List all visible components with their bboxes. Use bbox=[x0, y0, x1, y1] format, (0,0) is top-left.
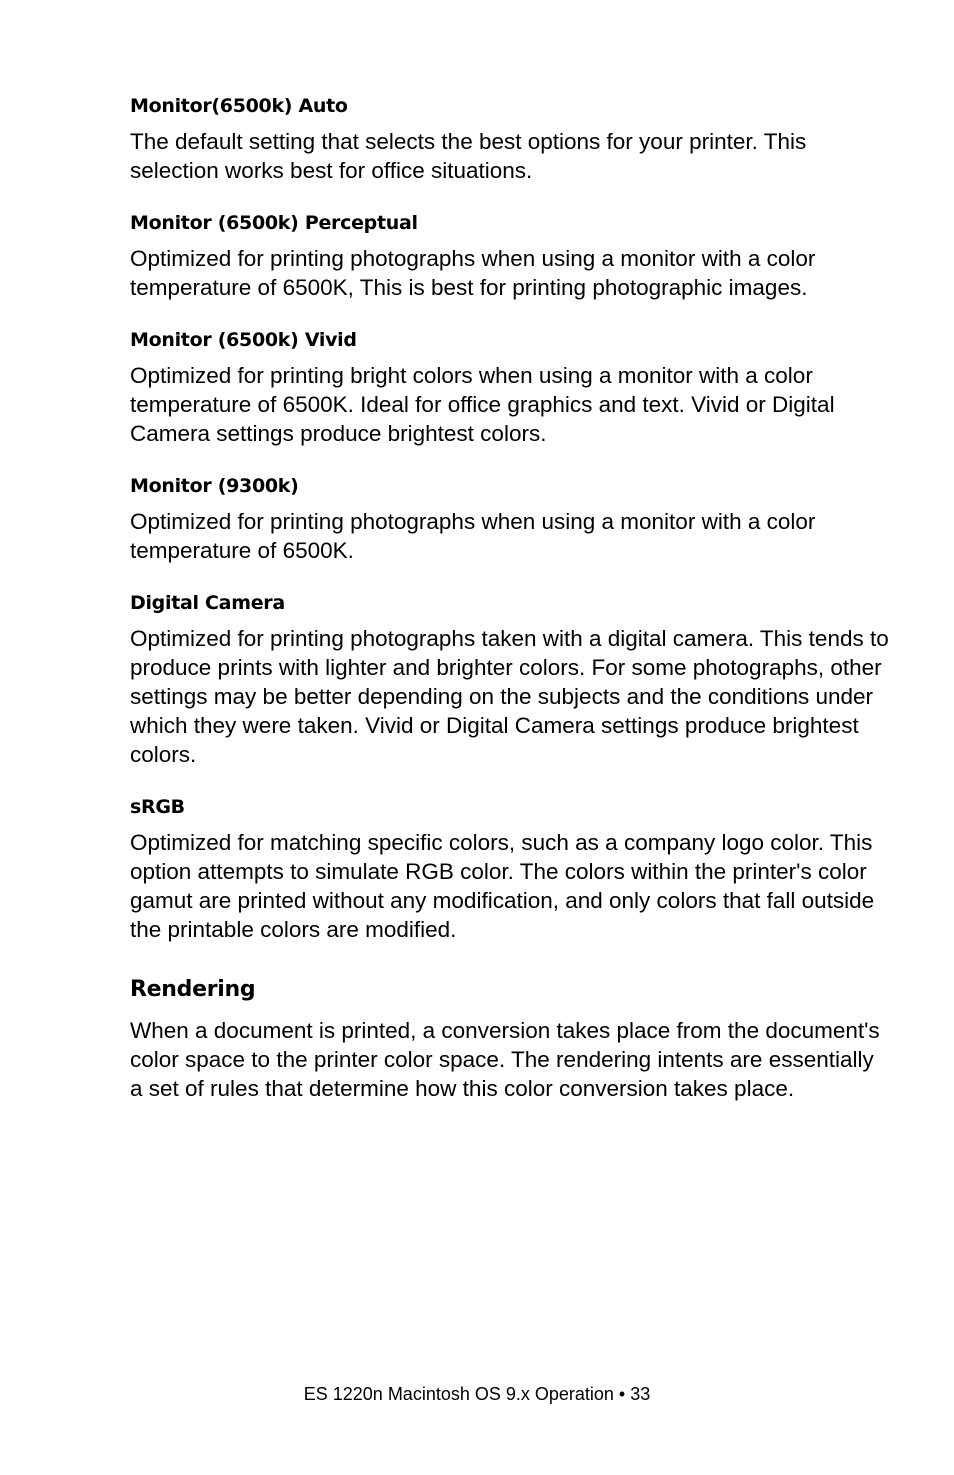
footer-text: ES 1220n Macintosh OS 9.x Operation • 33 bbox=[303, 1384, 651, 1404]
paragraph-rendering: When a document is printed, a conversion takes place from the document's color space to the printer color space. The rendering intents are essentially a set of rules that determine how this color conversion takes place. bbox=[130, 1018, 880, 1101]
heading-monitor-9300k: Monitor (9300k) bbox=[130, 475, 299, 497]
paragraph-srgb: Optimized for matching specific colors, such as a company logo color. This option attempts to simulate RGB color. The colors within the printer's color gamut are printed without any modification, and only colors that fall outside the printable colors are modified. bbox=[130, 830, 875, 942]
heading-monitor-6500k-perceptual: Monitor (6500k) Perceptual bbox=[130, 212, 418, 234]
heading-srgb: sRGB bbox=[130, 796, 185, 818]
page-footer bbox=[0, 1382, 954, 1406]
page-content bbox=[130, 93, 890, 1128]
heading-monitor-6500k-auto: Monitor(6500k) Auto bbox=[130, 95, 348, 117]
heading-digital-camera: Digital Camera bbox=[130, 592, 285, 614]
section-title-rendering: Rendering bbox=[130, 977, 256, 1002]
paragraph-monitor-6500k-auto: The default setting that selects the best options for your printer. This selection works best for office situations. bbox=[130, 129, 807, 183]
paragraph-monitor-6500k-perceptual: Optimized for printing photographs when using a monitor with a color temperature of 6500K, This is best for printing photographic images. bbox=[130, 246, 816, 300]
paragraph-monitor-6500k-vivid: Optimized for printing bright colors when using a monitor with a color temperature of 6500K. Ideal for office graphics and text. Vivid or Digital Camera settings produce brightest colors. bbox=[130, 363, 835, 446]
paragraph-monitor-9300k: Optimized for printing photographs when using a monitor with a color temperature of 6500K. bbox=[130, 509, 816, 563]
heading-monitor-6500k-vivid: Monitor (6500k) Vivid bbox=[130, 329, 357, 351]
paragraph-digital-camera: Optimized for printing photographs taken with a digital camera. This tends to produce prints with lighter and brighter colors. For some photographs, other settings may be better depending on the subjects and the conditions under which they were taken. Vivid or Digital Camera settings produce brightest colors. bbox=[130, 626, 889, 767]
